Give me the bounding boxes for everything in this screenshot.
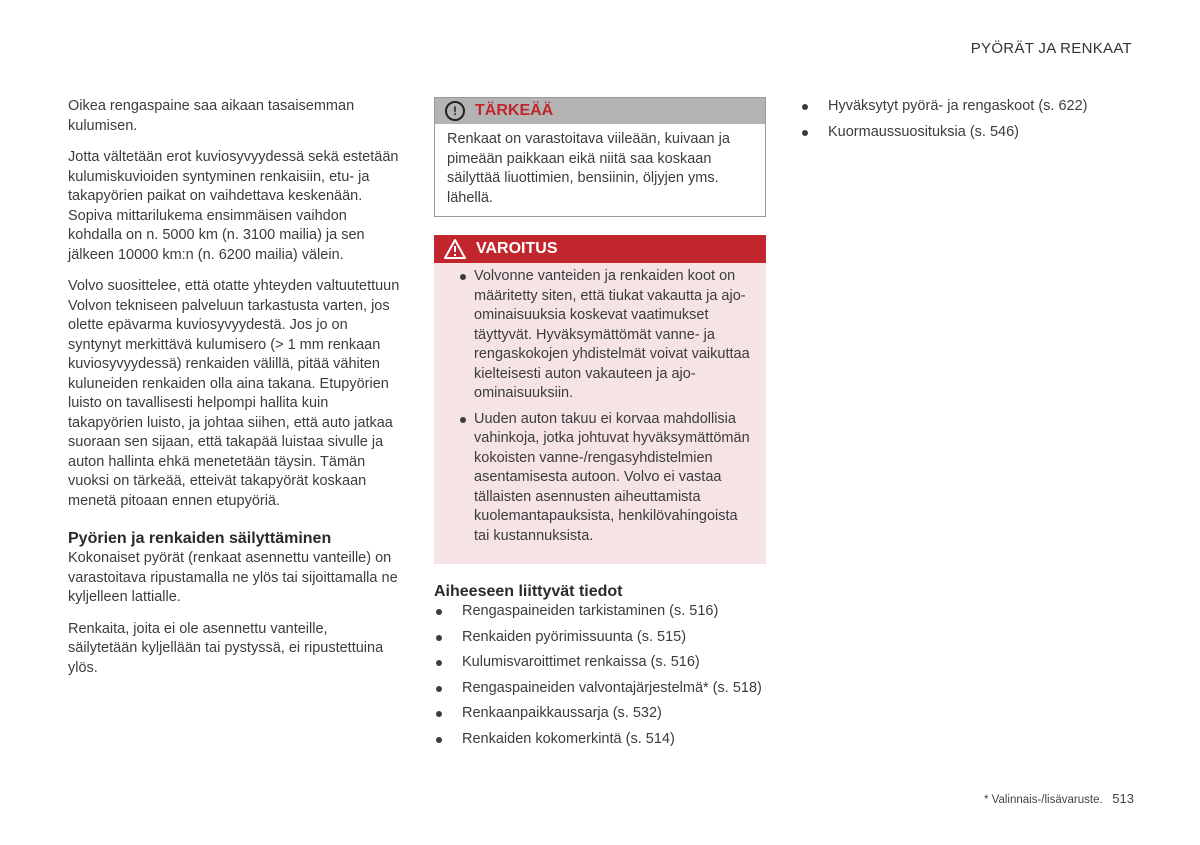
warning-body xyxy=(434,263,766,564)
related-link[interactable]: Kulumisvaroittimet renkaissa (s. 516) xyxy=(434,653,766,673)
warning-title: VAROITUS xyxy=(476,240,558,258)
paragraph: Jotta vältetään erot kuviosyvyydessä sekä estetään kulumiskuvioiden syntyminen renkaisiin, etu- ja takapyörien paikat on vaihdettava keskenään. Sopiva mittarilukema ensimmäisen vaihdon kohdalla on n. 5000 km (n. 3100 mailia) ja sen jälkeen 10000 km:n (n. 6200 mailia) välein. xyxy=(68,149,399,263)
exclamation-circle-icon: ! xyxy=(445,101,465,121)
page-footer xyxy=(984,791,1134,806)
related-link[interactable]: Rengaspaineiden valvontajärjestelmä* (s. 518) xyxy=(434,679,766,699)
related-link[interactable]: Rengaspaineiden tarkistaminen (s. 516) xyxy=(434,602,766,622)
related-link[interactable]: Hyväksytyt pyörä- ja rengaskoot (s. 622) xyxy=(800,97,1132,117)
important-text: Renkaat on varastoitava viileään, kuivaan ja pimeään paikkaan eikä niitä saa koskaan säilyttää liuottimien, bensiinin, öljyjen yms. lähellä. xyxy=(435,124,765,216)
related-link[interactable]: Renkaiden pyörimissuunta (s. 515) xyxy=(434,628,766,648)
related-link[interactable]: Renkaiden kokomerkintä (s. 514) xyxy=(434,730,766,750)
warning-triangle-icon xyxy=(444,239,466,259)
column-right xyxy=(800,97,1132,148)
warning-box-title-bar xyxy=(434,235,766,263)
important-box-title-bar xyxy=(435,98,765,124)
column-middle xyxy=(434,97,766,755)
section-title: PYÖRÄT JA RENKAAT xyxy=(970,40,1132,57)
footnote: * Valinnais-/lisävaruste. xyxy=(983,794,1103,806)
important-box xyxy=(434,97,766,217)
related-info-heading: Aiheeseen liittyvät tiedot xyxy=(434,583,623,600)
warning-item: Volvonne vanteiden ja renkaiden koot on määritetty siten, että tiukat vakautta ja ajo-ominaisuuksia koskevat vaatimukset täyttyvät. Hyväksymättömät vanne- ja rengaskokojen yhdistelmät voivat vaikuttaa kielteisesti auton vakauteen ja ajo-ominaisuuksiin. xyxy=(446,267,754,404)
page-number: 513 xyxy=(1112,791,1134,806)
related-link[interactable]: Kuormaussuosituksia (s. 546) xyxy=(800,123,1132,143)
related-links xyxy=(434,602,766,749)
paragraph: Kokonaiset pyörät (renkaat asennettu vanteille) on varastoitava ripustamalla ne ylös tai sijoittamalla ne kyljelleen lattialle. xyxy=(68,550,398,605)
important-title: TÄRKEÄÄ xyxy=(475,102,554,120)
warning-item: Uuden auton takuu ei korvaa mahdollisia vahinkoja, jotka johtuvat hyväksymättömän kokoisten vanne-/rengasyhdistelmien asentamisesta autoon. Volvo ei vastaa tällaisten asennusten aiheuttamista kuolemantapauksista, henkilövahingoista tai kustannuksista. xyxy=(446,410,754,547)
related-links-continued xyxy=(800,97,1132,142)
paragraph: Oikea rengaspaine saa aikaan tasaisemman kulumisen. xyxy=(68,98,355,134)
paragraph: Renkaita, joita ei ole asennettu vanteille, säilytetään kyljellään tai pystyssä, ei ripustettuina ylös. xyxy=(68,620,384,676)
storage-heading: Pyörien ja renkaiden säilyttäminen xyxy=(68,530,332,547)
column-left xyxy=(68,97,400,690)
related-link[interactable]: Renkaanpaikkaussarja (s. 532) xyxy=(434,704,766,724)
paragraph: Volvo suosittelee, että otatte yhteyden valtuutettuun Volvon tekniseen palveluun tarkastusta varten, jos olette epävarma kuviosyvyydestä. Jos jo on syntynyt merkittävä kulumisero (> 1 mm renkaan kuviosyvyydessä) renkaiden välillä, pitää vähiten kuluneiden renkaiden olla aina takana. Etupyörien luisto on tavallisesti helpompi hallita kuin takapyörien luisto, ja johtaa siihen, että auto jatkaa suoraan sen sijaan, että takapää luistaa sivulle ja auton hallinta ehkä menetetään täysin. Tämän vuoksi on tärkeää, etteivät takapyörät koskaan menetä pitoaan ennen etupyöriä. xyxy=(68,278,400,509)
warning-box xyxy=(434,235,766,564)
